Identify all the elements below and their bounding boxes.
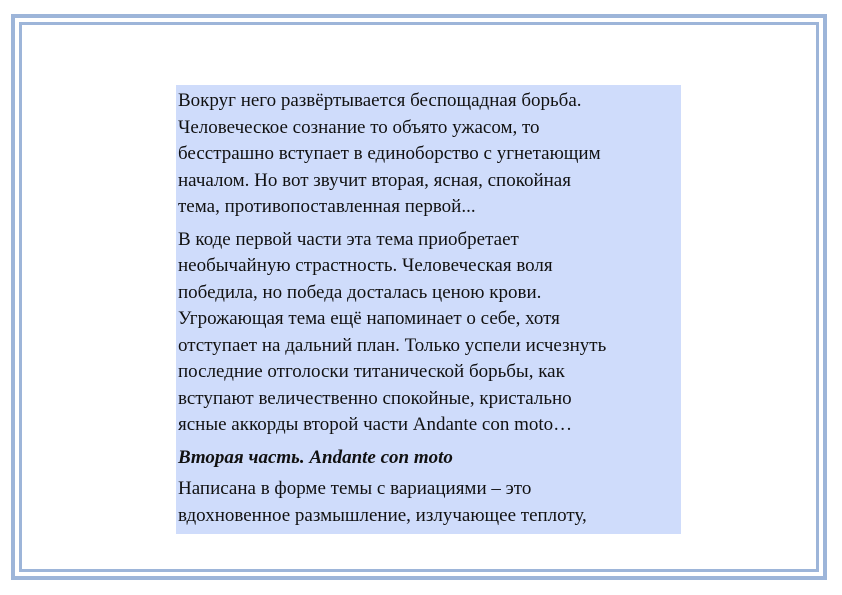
paragraph-1	[178, 88, 681, 221]
paragraph-line: Угрожающая тема ещё напоминает о себе, хотя	[178, 308, 560, 329]
paragraph-line: вступают величественно спокойные, кристально	[178, 387, 572, 409]
paragraph-line: Вокруг него развёртывается беспощадная борьба.	[178, 90, 582, 111]
paragraph-line: началом. Но вот звучит вторая, ясная, спокойная	[178, 169, 571, 191]
paragraph-3	[178, 476, 681, 529]
paragraph-line: победила, но победа досталась ценою крови.	[178, 281, 542, 303]
paragraph-line: ясные аккорды второй части Andante con moto…	[178, 414, 573, 435]
text-box	[176, 85, 681, 534]
paragraph-line: тема, противопоставленная первой...	[178, 196, 476, 217]
paragraph-line: необычайную страстность. Человеческая воля	[178, 255, 553, 276]
paragraph-2	[178, 227, 681, 439]
paragraph-line: вдохновенное размышление, излучающее теплоту,	[178, 504, 587, 526]
paragraph-line: Человеческое сознание то объято ужасом, то	[178, 116, 540, 138]
paragraph-line: Написана в форме темы с вариациями – это	[178, 478, 532, 499]
paragraph-line: В коде первой части эта тема приобретает	[178, 228, 519, 250]
paragraph-line: бесстрашно вступает в единоборство с угнетающим	[178, 143, 601, 164]
paragraph-line: отступает на дальний план. Только успели исчезнуть	[178, 334, 607, 356]
paragraph-line: последние отголоски титанической борьбы, как	[178, 361, 565, 382]
section-heading: Вторая часть. Andante con moto	[178, 446, 453, 468]
